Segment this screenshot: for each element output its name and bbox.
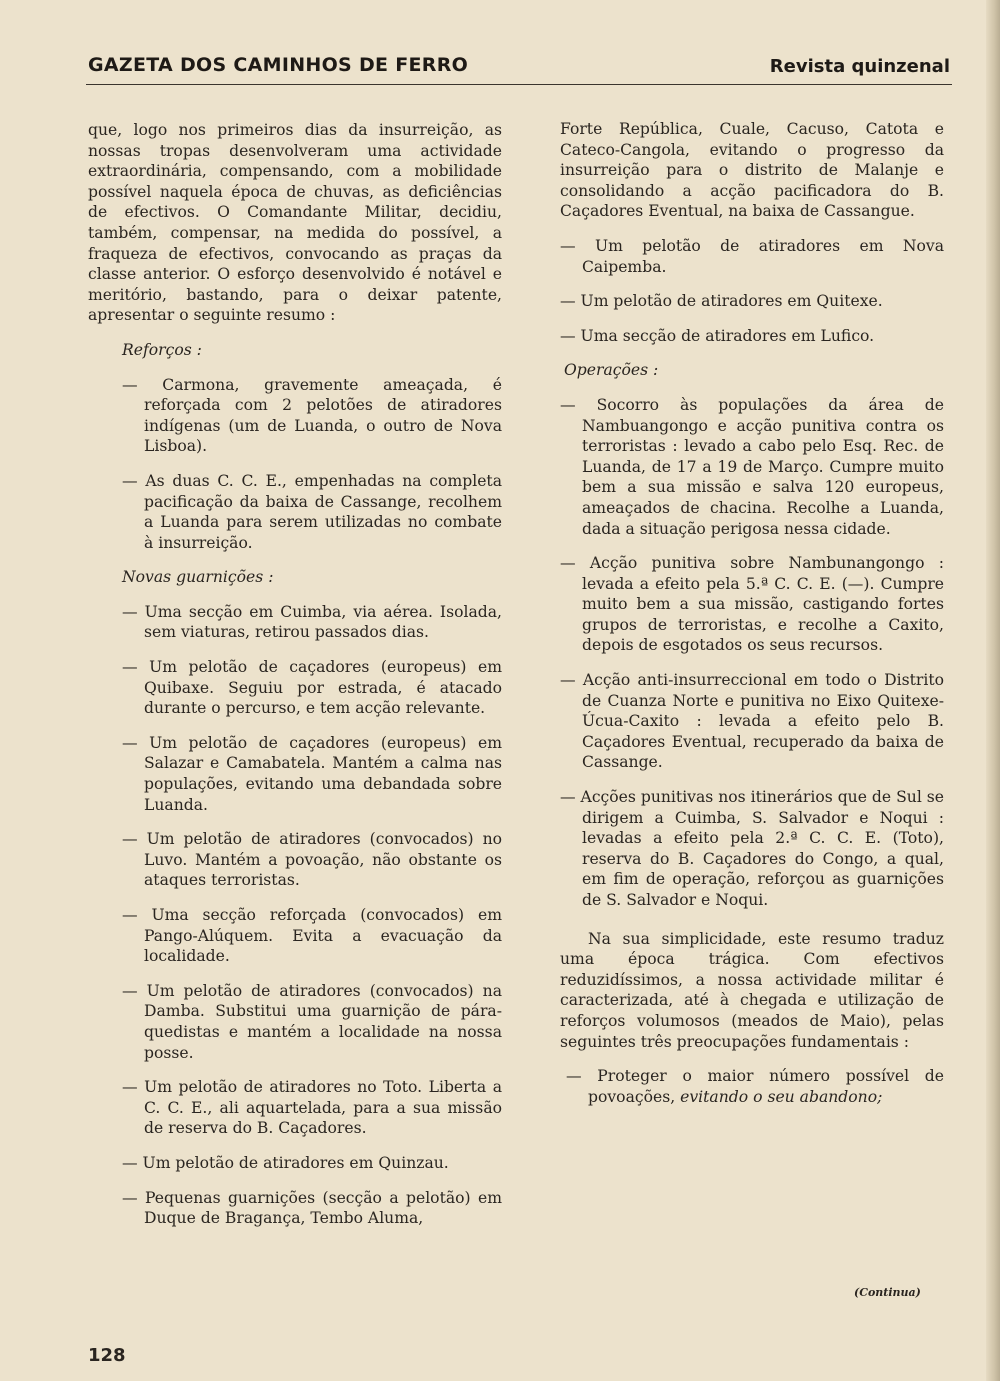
continued-note: (Continua) (854, 1286, 921, 1299)
guarnicoes-item: — Um pelotão de atiradores no Toto. Liberta a C. C. E., ali aquartelada, para a sua missão de reserva do B. Caçadores. (122, 1078, 502, 1138)
header-divider (86, 84, 952, 85)
reforcos-item: — Carmona, gravemente ameaçada, é reforçada com 2 pelotões de atiradores indígenas (um de Luanda, o outro de Nova Lisboa). (122, 375, 502, 456)
preocupacoes-item (566, 1066, 944, 1107)
left-column (88, 120, 502, 1243)
guarnicoes-item: — Um pelotão de atiradores (convocados) na Damba. Substitui uma guarnição de pára-quedistas e mantém a localidade na nossa posse. (122, 981, 502, 1062)
guarnicoes-heading: Novas guarnições : (122, 568, 274, 587)
intro-paragraph: que, logo nos primeiros dias da insurreição, as nossas tropas desenvolveram uma actividade extraordinária, compensando, com a mobilidade possível naquela época de chuvas, as deficiências de efectivos. O Comandante Militar, decidiu, também, compensar, na medida do possível, a fraqueza de efectivos, convocando as praças da classe anterior. O esforço desenvolvido é notável e meritório, bastando, para o deixar patente, apresentar o seguinte resumo : (88, 121, 502, 325)
summary-paragraph: Na sua simplicidade, este resumo traduz uma época trágica. Com efectivos reduzidíssimos, a nossa actividade militar é caracterizada, até à chegada e utilização de reforços volumosos (meados de Maio), pelas seguintes três preocupações fundamentais : (560, 929, 944, 1051)
operacoes-item: — Socorro às populações da área de Nambuangongo e acção punitiva contra os terroristas : levado a cabo pelo Esq. Rec. de Luanda, de 17 a 19 de Março. Cumpre muito bem a sua missão e salva 120 europeus, ameaçados de chacina. Recolhe a Luanda, dada a situação perigosa nessa cidade. (560, 395, 944, 538)
guarnicoes-item: — Um pelotão de caçadores (europeus) em Quibaxe. Seguiu por estrada, é atacado durante o percurso, e tem acção relevante. (122, 658, 502, 718)
journal-subtitle: Revista quinzenal (769, 56, 950, 77)
guarnicoes-item: — Um pelotão de atiradores em Nova Caipemba. (560, 236, 944, 276)
reforcos-item: — As duas C. C. E., empenhadas na completa pacificação da baixa de Cassange, recolhem a Luanda para serem utilizadas no combate à insurreição. (122, 471, 502, 552)
journal-title: GAZETA DOS CAMINHOS DE FERRO (88, 54, 469, 76)
guarnicoes-item: — Uma secção em Cuimba, via aérea. Isolada, sem viaturas, retirou passados dias. (122, 602, 502, 642)
operacoes-item: — Acção anti-insurreccional em todo o Distrito de Cuanza Norte e punitiva no Eixo Quitexe-Úcua-Caxito : levada a efeito pelo B. Caçadores Eventual, recuperado da baixa de Cassange. (560, 671, 944, 772)
guarnicoes-item: — Um pelotão de atiradores (convocados) no Luvo. Mantém a povoação, não obstante os ataques terroristas. (122, 830, 502, 890)
page-number: 128 (88, 1345, 126, 1366)
guarnicoes-item: — Um pelotão de atiradores em Quinzau. (122, 1153, 449, 1172)
guarnicoes-item: — Um pelotão de atiradores em Quitexe. (560, 292, 883, 311)
operacoes-item: — Acções punitivas nos itinerários que de Sul se dirigem a Cuimba, S. Salvador e Noqui : levadas a efeito pela 2.ª C. C. E. (Toto), reserva do B. Caçadores do Congo, a qual, em fim de operação, reforçou as guarnições de S. Salvador e Noqui. (560, 788, 944, 909)
guarnicoes-item: — Uma secção de atiradores em Lufico. (560, 326, 875, 345)
operacoes-item: — Acção punitiva sobre Nambunangongo : levada a efeito pela 5.ª C. C. E. (—). Cumpre muito bem a sua missão, castigando fortes grupos de terroristas, e recolhe a Caxito, depois de esgotados os seus recursos. (560, 554, 944, 655)
guarnicoes-item: — Um pelotão de caçadores (europeus) em Salazar e Camabatela. Mantém a calma nas populações, evitando uma debandada sobre Luanda. (122, 733, 502, 814)
operacoes-heading: Operações : (564, 361, 659, 380)
page-edge-shadow (986, 0, 1000, 1381)
guarnicoes-item: — Uma secção reforçada (convocados) em Pango-Alúquem. Evita a evacuação da localidade. (122, 906, 502, 966)
right-column (560, 119, 944, 1121)
preocupacoes-item-emphasis: evitando o seu abandono; (680, 1087, 883, 1106)
preocupacoes-item-text: — Proteger o maior número possível de povoações, (566, 1067, 944, 1106)
continuation-paragraph: Forte República, Cuale, Cacuso, Catota e Cateco-Cangola, evitando o progresso da insurreição para o distrito de Malanje e consolidando a acção pacificadora do B. Caçadores Eventual, na baixa de Cassangue. (560, 120, 944, 221)
guarnicoes-item: — Pequenas guarnições (secção a pelotão) em Duque de Bragança, Tembo Aluma, (122, 1188, 502, 1228)
reforcos-heading: Reforços : (122, 340, 202, 359)
